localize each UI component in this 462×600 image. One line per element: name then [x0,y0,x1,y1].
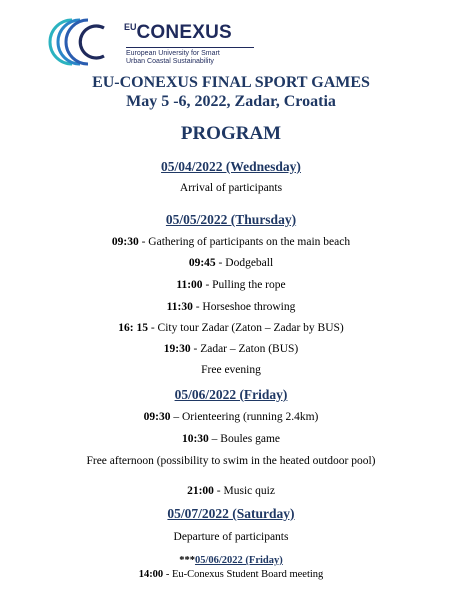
schedule-item: 16: 15 - City tour Zadar (Zaton – Zadar by BUS) [118,322,344,334]
logo-tagline [126,50,220,66]
schedule-item: 09:45 - Dodgeball [188,257,274,269]
day-heading-wednesday: 05/04/2022 (Wednesday) [161,159,301,174]
logo-eu: EU [124,22,137,32]
logo-tagline-2: Urban Coastal Sustainability [126,58,214,65]
logo-wordmark [124,22,232,44]
note-link[interactable]: 05/06/2022 (Friday) [194,555,283,566]
logo-divider [126,47,254,48]
logo-name: CONEXUS [136,22,232,43]
note-stars: *** [179,555,195,566]
day-heading-saturday: 05/07/2022 (Saturday) [167,506,295,521]
logo-tagline-1: European University for Smart [126,50,220,57]
document-subtitle: May 5 -6, 2022, Zadar, Croatia [126,93,336,110]
eu-conexus-logo [42,12,262,72]
schedule-item: 09:30 - Gathering of participants on the main beach [111,236,351,248]
schedule-item: 11:00 - Pulling the rope [176,279,286,291]
schedule-item: Arrival of participants [179,182,283,194]
conexus-logo-icon [42,14,108,70]
schedule-item: 11:30 - Horseshoe throwing [166,301,296,313]
document-title: EU-CONEXUS FINAL SPORT GAMES [92,74,370,91]
schedule-item: 19:30 - Zadar – Zaton (BUS) [163,343,299,355]
schedule-item: Departure of participants [173,531,289,543]
schedule-item: 10:30 – Boules game [181,433,281,445]
day-heading-thursday: 05/05/2022 (Thursday) [165,212,297,227]
schedule-item: 21:00 - Music quiz [187,485,275,497]
program-heading: PROGRAM [180,123,282,144]
note-heading [0,555,462,566]
day-heading-friday: 05/06/2022 (Friday) [174,387,288,402]
schedule-item: Free evening [201,364,261,376]
schedule-item: 09:30 – Orienteering (running 2.4km) [143,411,319,423]
schedule-item: Free afternoon (possibility to swim in the heated outdoor pool) [86,455,376,467]
note-item: 14:00 - Eu-Conexus Student Board meeting [138,569,324,580]
